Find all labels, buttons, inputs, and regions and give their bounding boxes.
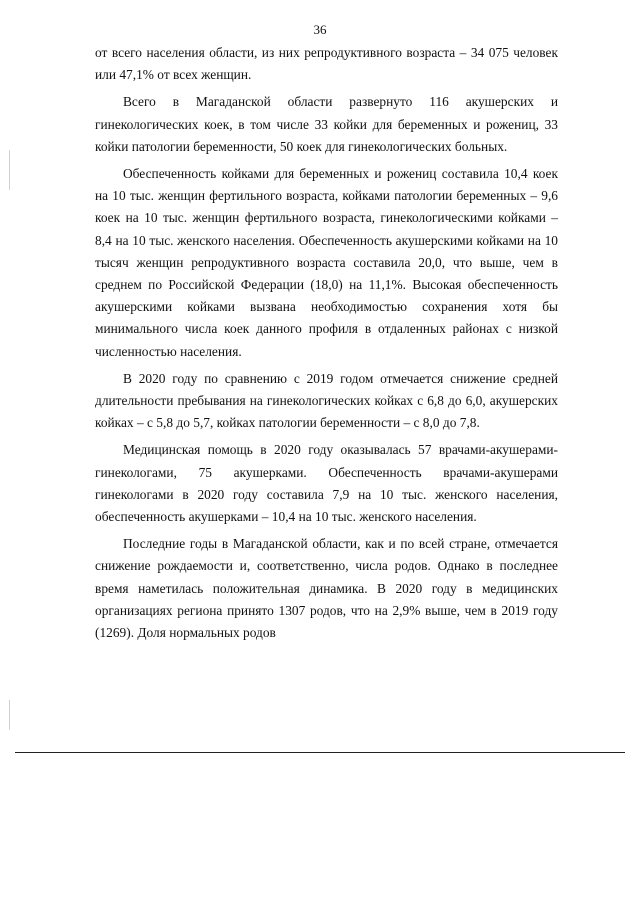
document-body — [95, 42, 558, 644]
scan-artifact — [9, 150, 10, 190]
paragraph-length-of-stay: В 2020 году по сравнению с 2019 годом отмечается снижение средней длительности пребывания на гинекологических койках с 6,8 до 6,0, акушерских койках – с 5,8 до 5,7, койках патологии беременности – с 8,0 до 7,8. — [95, 370, 558, 431]
paragraph-medical-staff: Медицинская помощь в 2020 году оказывалась 57 врачами-акушерами-гинекологами, 75 акушерками. Обеспеченность врачами-акушерами гинекологами в 2020 году составила 7,9 на 10 тыс. женского населения, обеспеченность акушерками – 10,4 на 10 тыс. женского населения. — [95, 442, 558, 525]
paragraph-continuation: от всего населения области, из них репродуктивного возраста – 34 075 человек или 47,1% от всех женщин. — [95, 45, 558, 83]
paragraph-births: Последние годы в Магаданской области, как и по всей стране, отмечается снижение рождаемости и, соответственно, числа родов. Однако в последнее время наметилась положительная динамика. В 2020 году в медицинских организациях региона принято 1307 родов, что на 2,9% выше, чем в 2019 году (1269). Доля нормальных родов — [95, 536, 558, 641]
scan-artifact — [9, 700, 10, 730]
paragraph-bed-provision: Обеспеченность койками для беременных и рожениц составила 10,4 коек на 10 тыс. женщин фертильного возраста, койками патологии беременных – 9,6 коек на 10 тыс. женщин фертильного возраста, гинекологическими койками – 8,4 на 10 тыс. женского населения. Обеспеченность акушерскими койками на 10 тысяч женщин репродуктивного возраста составила 20,0, что выше, чем в среднем по Российской Федерации (18,0) на 11,1%. Высокая обеспеченность акушерскими койками вызвана необходимостью сохранения хотя бы минимального числа коек данного профиля в отдаленных районах с низкой численностью населения. — [95, 166, 558, 359]
paragraph-obstetric-beds: Всего в Магаданской области развернуто 116 акушерских и гинекологических коек, в том числе 33 койки для беременных и рожениц, 33 койки патологии беременности, 50 коек для гинекологических больных. — [95, 94, 558, 154]
page-number: 36 — [313, 22, 327, 37]
footer-divider — [15, 752, 625, 753]
